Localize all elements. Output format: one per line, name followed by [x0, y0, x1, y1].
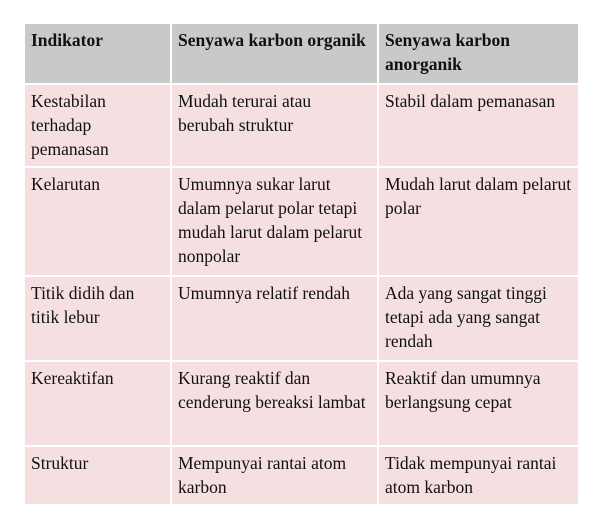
- cell-anorganik: Ada yang sangat tinggi tetapi ada yang sangat rendah: [378, 276, 578, 361]
- cell-organik: Mudah terurai atau berubah struktur: [171, 84, 378, 167]
- cell-indikator: Kelarutan: [25, 167, 171, 276]
- header-organik: Senyawa karbon organik: [171, 24, 378, 84]
- cell-organik: Umumnya relatif rendah: [171, 276, 378, 361]
- table-row: [25, 167, 578, 276]
- table-row: [25, 84, 578, 167]
- cell-anorganik: Stabil dalam pemanasan: [378, 84, 578, 167]
- cell-anorganik: Mudah larut dalam pelarut polar: [378, 167, 578, 276]
- comparison-table: [25, 24, 578, 506]
- cell-indikator: Kereaktifan: [25, 361, 171, 446]
- cell-indikator: Kestabilan terhadap pemanasan: [25, 84, 171, 167]
- cell-organik: Mempunyai rantai atom karbon: [171, 446, 378, 505]
- table-body: [25, 84, 578, 505]
- table-row: [25, 446, 578, 505]
- table-header: [25, 24, 578, 84]
- cell-organik: Kurang reaktif dan cenderung bereaksi lambat: [171, 361, 378, 446]
- cell-indikator: Struktur: [25, 446, 171, 505]
- cell-indikator: Titik didih dan titik lebur: [25, 276, 171, 361]
- cell-organik: Umumnya sukar larut dalam pelarut polar tetapi mudah larut dalam pelarut nonpolar: [171, 167, 378, 276]
- header-indikator: Indikator: [25, 24, 171, 84]
- table-row: [25, 276, 578, 361]
- cell-anorganik: Reaktif dan umumnya berlangsung cepat: [378, 361, 578, 446]
- header-row: [25, 24, 578, 84]
- cell-anorganik: Tidak mempunyai rantai atom karbon: [378, 446, 578, 505]
- table-row: [25, 361, 578, 446]
- header-anorganik: Senyawa karbon anorganik: [378, 24, 578, 84]
